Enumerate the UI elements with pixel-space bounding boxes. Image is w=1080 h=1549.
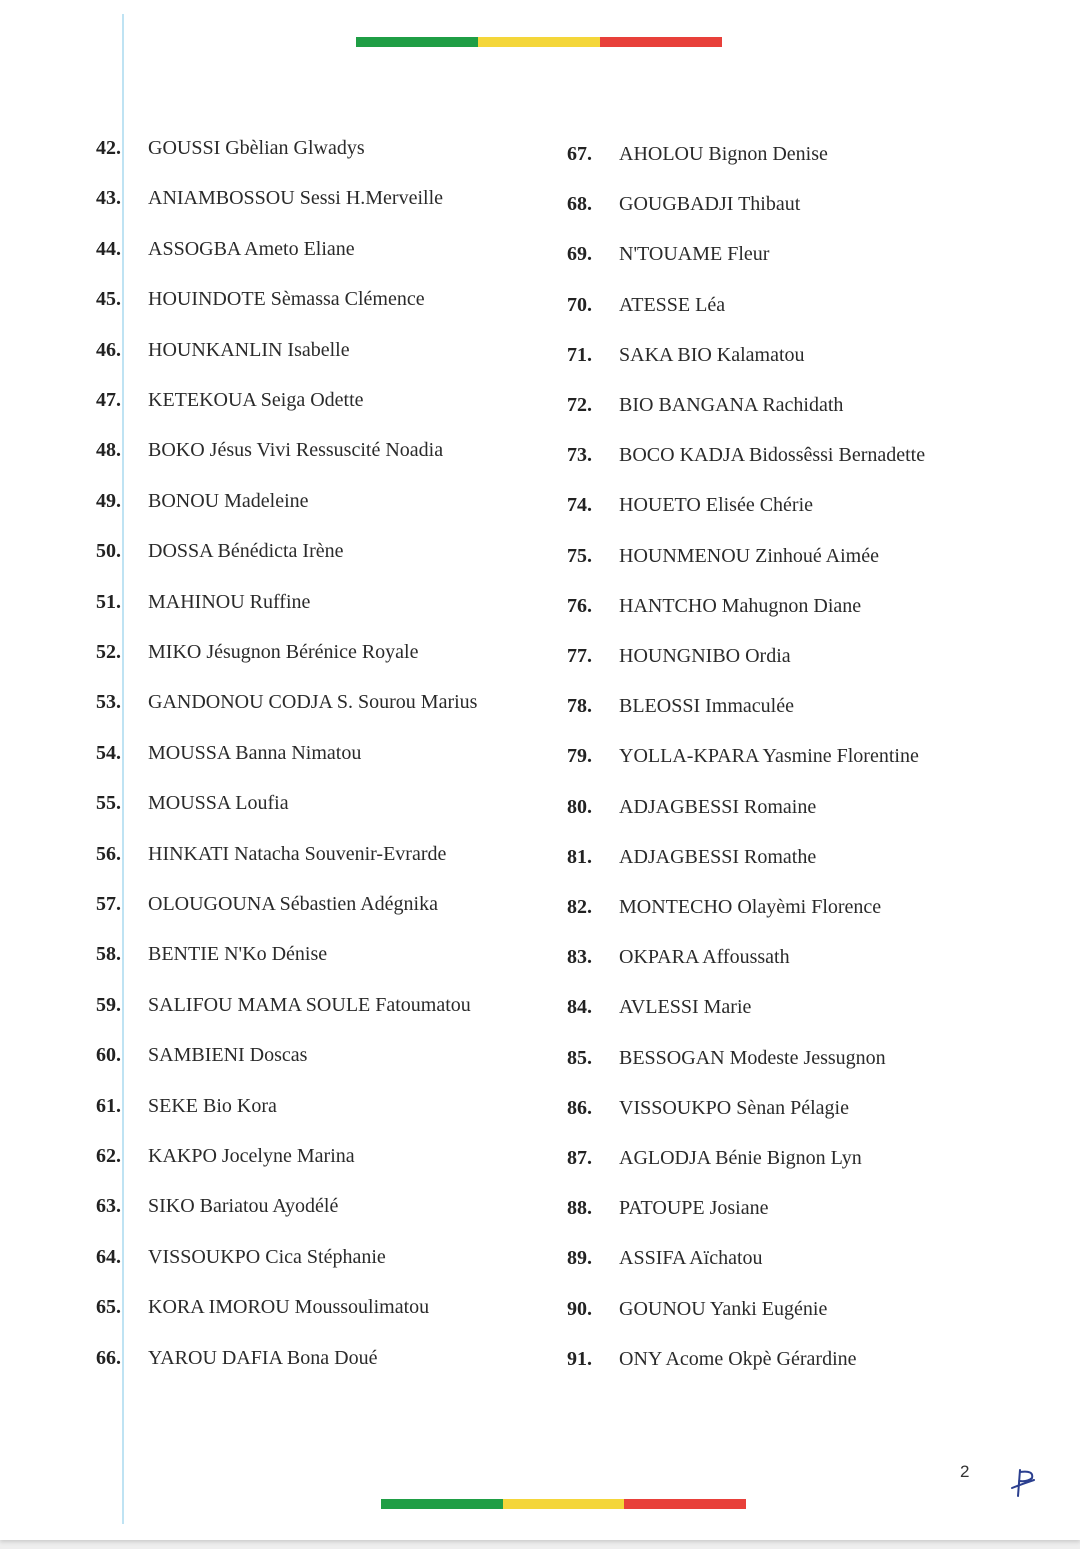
person-name: ADJAGBESSI Romathe <box>619 845 817 868</box>
item-number: 82. <box>567 896 592 918</box>
person-name: AVLESSI Marie <box>619 996 752 1019</box>
item-number: 59. <box>96 993 121 1016</box>
flag-stripe-red <box>624 1499 746 1509</box>
item-number: 42. <box>96 137 121 159</box>
flag-stripe-green <box>381 1499 503 1509</box>
person-name: BESSOGAN Modeste Jessugnon <box>619 1046 886 1069</box>
person-name: HOUNKANLIN Isabelle <box>148 338 350 361</box>
person-name: BLEOSSI Immaculée <box>619 695 794 718</box>
person-name: MOUSSA Banna Nimatou <box>148 741 362 764</box>
item-number: 89. <box>567 1247 592 1270</box>
person-name: KETEKOUA Seiga Odette <box>148 389 364 411</box>
person-name: HOUETO Elisée Chérie <box>619 494 814 517</box>
item-number: 47. <box>96 389 121 411</box>
item-number: 86. <box>567 1096 592 1119</box>
item-number: 71. <box>567 343 592 366</box>
item-number: 64. <box>96 1245 121 1268</box>
person-name: SEKE Bio Kora <box>148 1094 277 1117</box>
item-number: 83. <box>567 946 592 969</box>
item-number: 73. <box>567 444 592 467</box>
page-number: 2 <box>960 1462 970 1481</box>
person-name: MAHINOU Ruffine <box>148 590 311 613</box>
item-number: 51. <box>96 590 121 613</box>
item-number: 45. <box>96 288 121 311</box>
person-name: BOCO KADJA Bidossêssi Bernadette <box>619 444 926 467</box>
item-number: 56. <box>96 842 121 865</box>
item-number: 84. <box>567 996 592 1019</box>
person-name: YAROU DAFIA Bona Doué <box>148 1346 378 1369</box>
person-name: BONOU Madeleine <box>148 489 309 512</box>
item-number: 80. <box>567 795 592 818</box>
person-name: BOKO Jésus Vivi Ressuscité Noadia <box>148 439 444 462</box>
person-name: MONTECHO Olayèmi Florence <box>619 896 882 918</box>
item-number: 88. <box>567 1197 592 1220</box>
item-number: 65. <box>96 1296 121 1319</box>
person-name: ATESSE Léa <box>619 293 726 316</box>
person-name: GOUGBADJI Thibaut <box>619 193 801 216</box>
person-name: VISSOUKPO Cica Stéphanie <box>148 1245 386 1268</box>
item-number: 79. <box>567 745 592 768</box>
person-name: ADJAGBESSI Romaine <box>619 795 817 818</box>
item-number: 57. <box>96 893 121 915</box>
item-number: 63. <box>96 1195 121 1218</box>
person-name: N'TOUAME Fleur <box>619 243 770 266</box>
item-number: 44. <box>96 237 121 260</box>
person-name: SALIFOU MAMA SOULE Fatoumatou <box>148 993 471 1016</box>
item-number: 67. <box>567 143 592 165</box>
item-number: 60. <box>96 1044 121 1067</box>
person-name: MIKO Jésugnon Bérénice Royale <box>148 641 419 663</box>
person-name: AHOLOU Bignon Denise <box>619 143 828 165</box>
name-list-right <box>567 142 1007 1382</box>
item-number: 43. <box>96 187 121 210</box>
item-number: 62. <box>96 1145 121 1167</box>
item-number: 78. <box>567 695 592 718</box>
person-name: HANTCHO Mahugnon Diane <box>619 594 862 617</box>
person-name: HINKATI Natacha Souvenir-Evrarde <box>148 842 447 865</box>
person-name: GOUNOU Yanki Eugénie <box>619 1297 828 1320</box>
item-number: 55. <box>96 792 121 815</box>
flag-bar-bottom <box>381 1499 746 1509</box>
person-name: SAKA BIO Kalamatou <box>619 343 805 366</box>
person-name: ANIAMBOSSOU Sessi H.Merveille <box>148 187 443 210</box>
person-name: GOUSSI Gbèlian Glwadys <box>148 137 365 159</box>
person-name: SAMBIENI Doscas <box>148 1044 308 1067</box>
item-number: 50. <box>96 540 121 563</box>
item-number: 72. <box>567 394 592 416</box>
person-name: BIO BANGANA Rachidath <box>619 394 844 416</box>
person-name: OLOUGOUNA Sébastien Adégnika <box>148 893 438 915</box>
item-number: 52. <box>96 641 121 663</box>
person-name: MOUSSA Loufia <box>148 792 289 815</box>
person-name: AGLODJA Bénie Bignon Lyn <box>619 1147 862 1169</box>
item-number: 61. <box>96 1094 121 1117</box>
item-number: 49. <box>96 489 121 512</box>
item-number: 74. <box>567 494 592 517</box>
item-number: 48. <box>96 439 121 462</box>
item-number: 46. <box>96 338 121 361</box>
person-name: YOLLA-KPARA Yasmine Florentine <box>619 745 919 768</box>
person-name: SIKO Bariatou Ayodélé <box>148 1195 339 1218</box>
item-number: 58. <box>96 943 121 966</box>
flag-stripe-yellow <box>478 37 600 47</box>
item-number: 66. <box>96 1346 121 1369</box>
item-number: 90. <box>567 1297 592 1320</box>
item-number: 87. <box>567 1147 592 1169</box>
person-name: VISSOUKPO Sènan Pélagie <box>619 1096 849 1119</box>
person-name: BENTIE N'Ko Dénise <box>148 943 328 966</box>
item-number: 70. <box>567 293 592 316</box>
item-number: 76. <box>567 594 592 617</box>
name-list-left <box>96 136 536 1406</box>
item-number: 68. <box>567 193 592 216</box>
item-number: 81. <box>567 845 592 868</box>
person-name: OKPARA Affoussath <box>619 946 790 969</box>
item-number: 53. <box>96 691 121 714</box>
item-number: 85. <box>567 1046 592 1069</box>
flag-bar-top <box>356 37 722 47</box>
person-name: KORA IMOROU Moussoulimatou <box>148 1296 430 1319</box>
initials-signature <box>1004 1466 1040 1498</box>
item-number: 91. <box>567 1347 592 1370</box>
item-number: 54. <box>96 741 121 764</box>
item-number: 75. <box>567 544 592 567</box>
person-name: HOUNMENOU Zinhoué Aimée <box>619 544 879 567</box>
person-name: HOUINDOTE Sèmassa Clémence <box>148 288 425 311</box>
person-name: ASSIFA Aïchatou <box>619 1247 763 1270</box>
person-name: GANDONOU CODJA S. Sourou Marius <box>148 691 478 714</box>
flag-stripe-green <box>356 37 478 47</box>
flag-stripe-red <box>600 37 722 47</box>
person-name: HOUNGNIBO Ordia <box>619 645 791 667</box>
item-number: 69. <box>567 243 592 266</box>
person-name: ASSOGBA Ameto Eliane <box>148 237 355 260</box>
item-number: 77. <box>567 645 592 667</box>
person-name: DOSSA Bénédicta Irène <box>148 540 344 563</box>
person-name: KAKPO Jocelyne Marina <box>148 1145 355 1167</box>
person-name: PATOUPE Josiane <box>619 1197 769 1220</box>
person-name: ONY Acome Okpè Gérardine <box>619 1347 857 1370</box>
flag-stripe-yellow <box>503 1499 625 1509</box>
